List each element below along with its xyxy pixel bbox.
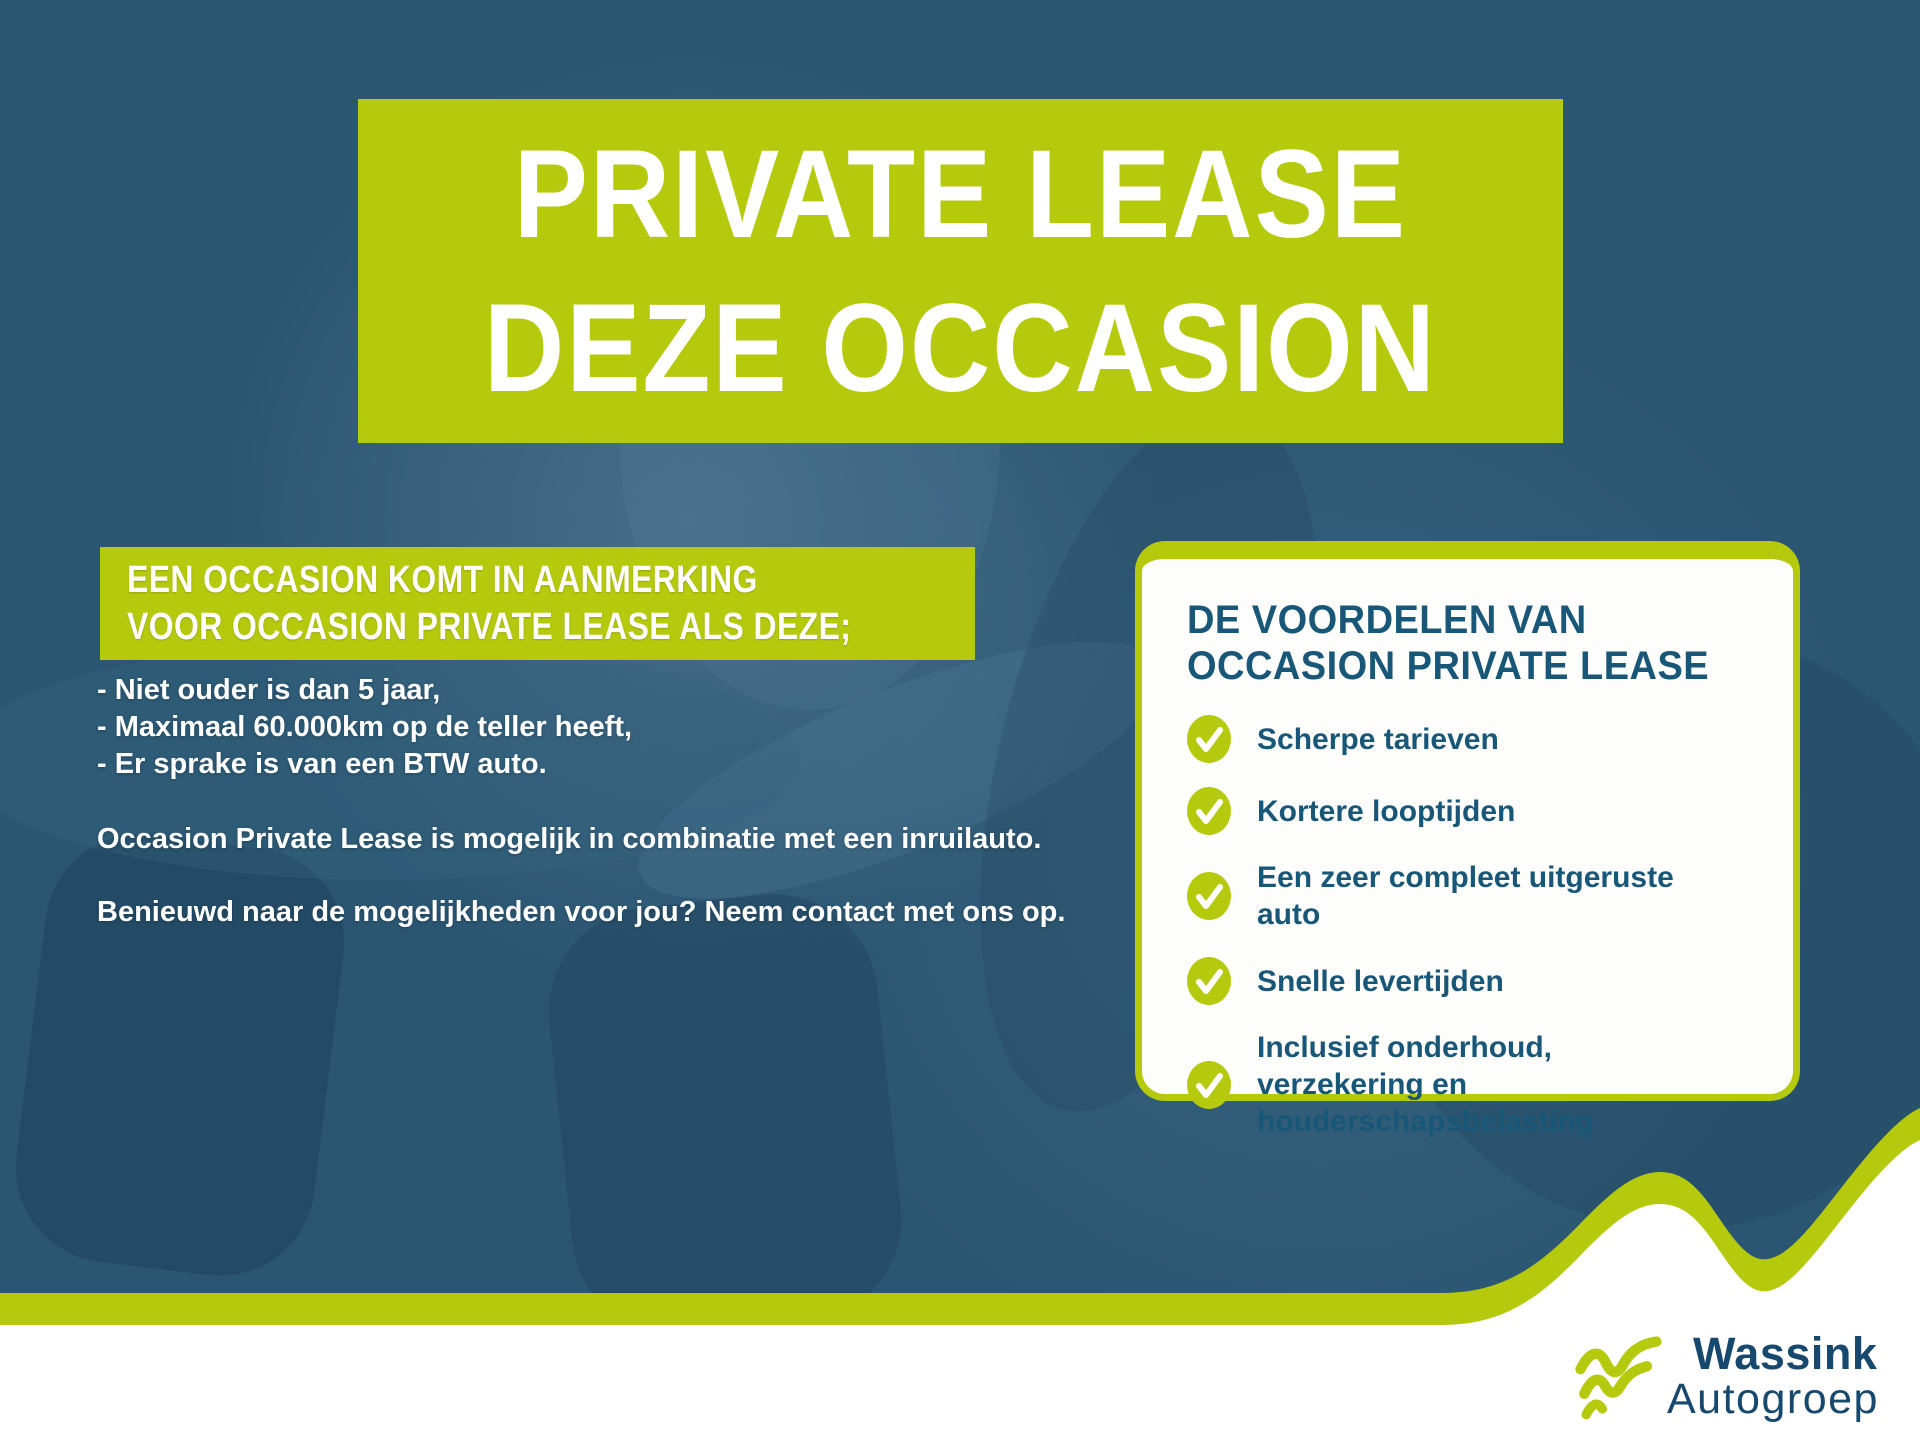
benefit-row — [1187, 1029, 1757, 1140]
checkmark-icon — [1187, 787, 1231, 835]
bullet-item: - Niet ouder is dan 5 jaar, — [97, 674, 441, 706]
benefits-card-heading — [1187, 597, 1757, 689]
logo-text — [1667, 1330, 1879, 1422]
eligibility-heading-label — [100, 547, 975, 660]
wassink-autogroep-logo — [1573, 1330, 1879, 1426]
combination-paragraph: Occasion Private Lease is mogelijk in combinatie met een inruilauto. — [97, 823, 1042, 855]
benefits-heading-line-2: OCCASION PRIVATE LEASE — [1187, 644, 1710, 688]
benefit-label: Kortere looptijden — [1257, 794, 1516, 828]
checkmark-icon — [1187, 957, 1231, 1005]
benefits-heading-line-1: DE VOORDELEN VAN — [1187, 598, 1587, 642]
logo-subname: Autogroep — [1667, 1375, 1879, 1423]
wassink-w-swoosh-icon — [1573, 1334, 1663, 1426]
contact-paragraph: Benieuwd naar de mogelijkheden voor jou? Neem contact met ons op. — [97, 896, 1066, 928]
eligibility-heading-line-1: EEN OCCASION KOMT IN AANMERKING — [127, 558, 758, 601]
title-banner — [358, 99, 1563, 443]
benefits-card — [1135, 541, 1800, 1138]
logo-name: Wassink — [1693, 1328, 1878, 1379]
benefit-label: Scherpe tarieven — [1257, 722, 1499, 756]
benefit-row — [1187, 787, 1757, 835]
title-line-1: PRIVATE LEASE — [513, 123, 1408, 265]
benefit-label: Een zeer compleet uitgeruste auto — [1257, 861, 1674, 931]
benefit-label: Inclusief onderhoud, verzekering en houderschapsbelasting — [1257, 1031, 1594, 1138]
checkmark-icon — [1187, 1061, 1231, 1109]
title-line-2: DEZE OCCASION — [483, 277, 1438, 419]
benefit-row — [1187, 859, 1757, 933]
benefit-row — [1187, 715, 1757, 763]
benefit-list — [1187, 715, 1757, 1140]
eligibility-bullet-list — [97, 672, 632, 783]
bullet-item: - Er sprake is van een BTW auto. — [97, 748, 547, 780]
checkmark-icon — [1187, 872, 1231, 920]
checkmark-icon — [1187, 715, 1231, 763]
benefit-label: Snelle levertijden — [1257, 964, 1504, 998]
bullet-item: - Maximaal 60.000km op de teller heeft, — [97, 711, 633, 743]
eligibility-heading-line-2: VOOR OCCASION PRIVATE LEASE ALS DEZE; — [127, 605, 852, 648]
benefit-row — [1187, 957, 1757, 1005]
